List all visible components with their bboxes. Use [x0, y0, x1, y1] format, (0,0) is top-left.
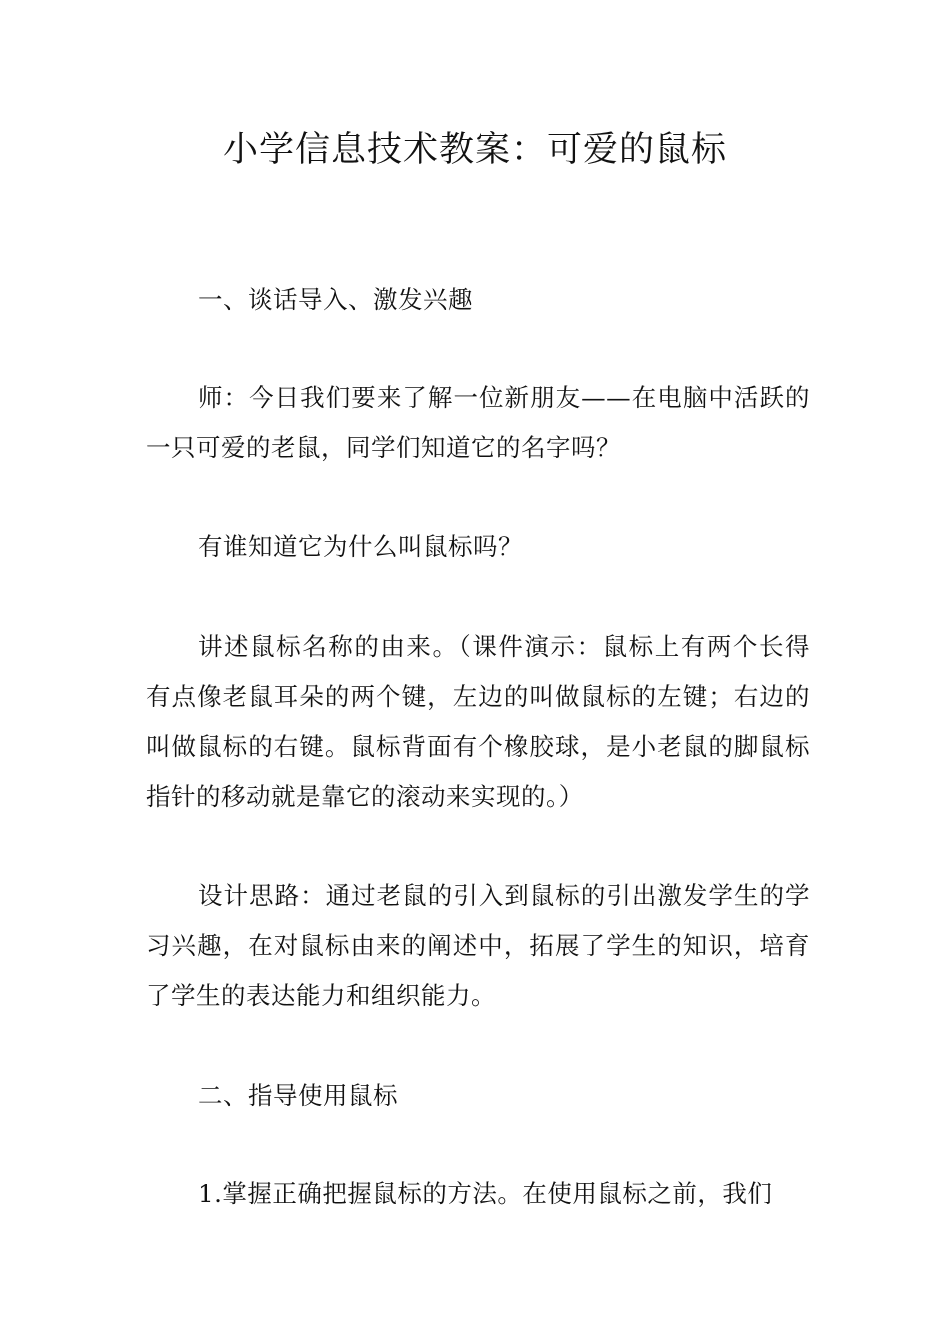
section-heading-intro: 一、谈话导入、激发兴趣 [198, 285, 473, 314]
paragraph-question: 有谁知道它为什么叫鼠标吗？ [198, 532, 523, 561]
section-heading-guide: 二、指导使用鼠标 [198, 1081, 398, 1110]
paragraph-grip-method: 1.掌握正确把握鼠标的方法。在使用鼠标之前，我们 [198, 1179, 773, 1208]
paragraph-mouse-name-origin: 讲述鼠标名称的由来。（课件演示：鼠标上有两个长得有点像老鼠耳朵的两个键，左边的叫做鼠标的左键；右边的叫做鼠标的右键。鼠标背面有个橡胶球，是小老鼠的脚鼠标指针的移动就是靠它的滚动来实现的。） [146, 632, 810, 811]
paragraph-design-idea: 设计思路：通过老鼠的引入到鼠标的引出激发学生的学习兴趣，在对鼠标由来的阐述中，拓展了学生的知识，培育了学生的表达能力和组织能力。 [146, 881, 810, 1010]
paragraph-teacher-intro: 师：今日我们要来了解一位新朋友——在电脑中活跃的一只可爱的老鼠，同学们知道它的名字吗？ [146, 383, 810, 462]
document-title: 小学信息技术教案：可爱的鼠标 [222, 130, 727, 170]
